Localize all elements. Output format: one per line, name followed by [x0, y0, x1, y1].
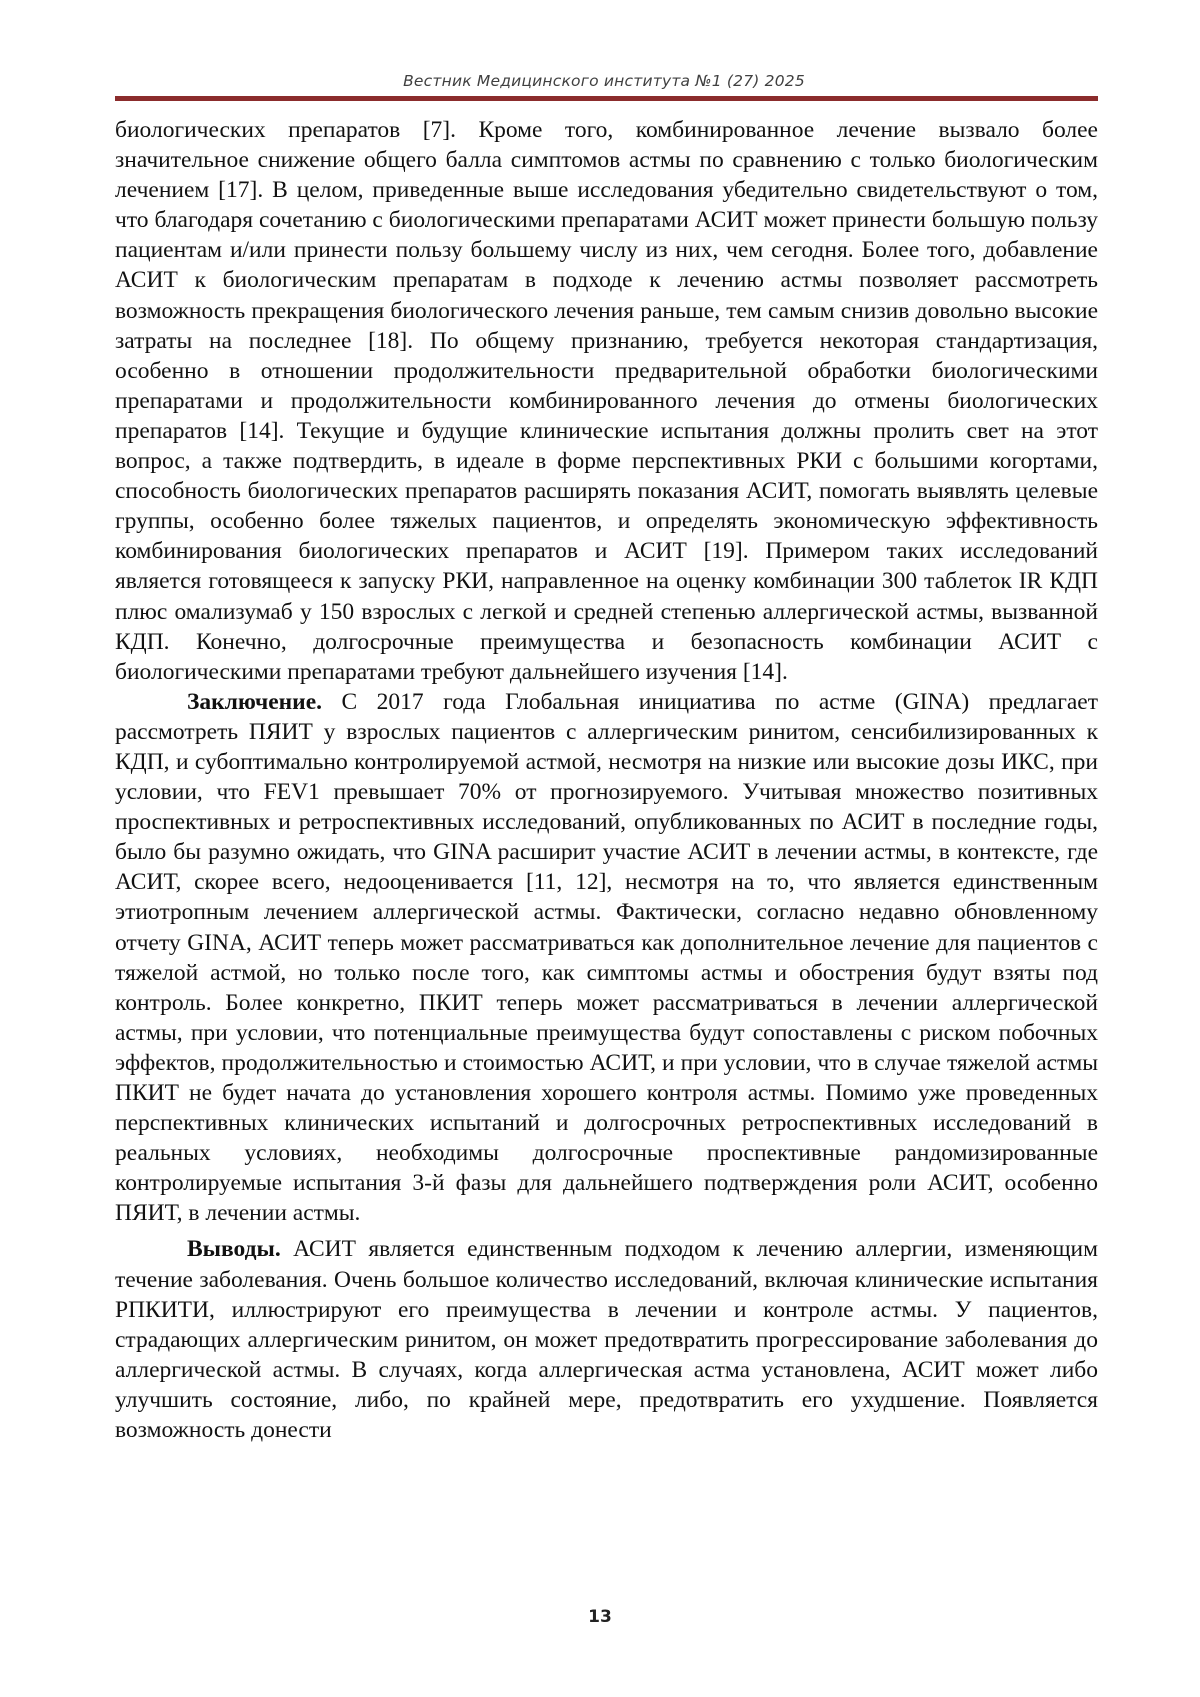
findings-heading: Выводы.: [187, 1236, 281, 1263]
conclusion-heading: Заключение.: [187, 688, 323, 715]
page-number: 13: [588, 1607, 612, 1627]
paragraph-continued: биологических препаратов [7]. Кроме того, комбинированное лечение вызвало более значительное снижение общего балла симптомов астмы по сравнению с только биологическим лечением [17]. В целом, приведенные выше исследования убедительно свидетельствуют о том, что благодаря сочетанию с биологическими препаратами АСИТ может принести большую пользу пациентам и/или принести пользу большему числу из них, чем сегодня. Более того, добавление АСИТ к биологическим препаратам в подходе к лечению астмы позволяет рассмотреть возможность прекращения биологического лечения раньше, тем самым снизив довольно высокие затраты на последнее [18]. По общему признанию, требуется некоторая стандартизация, особенно в отношении продолжительности предварительной обработки биологическими препаратами и продолжительности комбинированного лечения до отмены биологических препаратов [14]. Текущие и будущие клинические испытания должны пролить свет на этот вопрос, а также подтвердить, в идеале в форме перспективных РКИ с большими когортами, способность биологических препаратов расширять показания АСИТ, помогать выявлять целевые группы, особенно более тяжелых пациентов, и определять экономическую эффективность комбинирования биологических препаратов и АСИТ [19]. Примером таких исследований является готовящееся к запуску РКИ, направленное на оценку комбинации 300 таблеток IR КДП плюс омализумаб у 150 взрослых с легкой и средней степенью аллергической астмы, вызванной КДП. Конечно, долгосрочные преимущества и безопасность комбинации АСИТ с биологическими препаратами требуют дальнейшего изучения [14].: [115, 117, 1098, 685]
running-header: Вестник Медицинского института №1 (27) 2025: [403, 72, 805, 90]
header-rule: [115, 96, 1098, 101]
article-body: [115, 115, 1098, 1445]
paragraph-conclusion: [115, 687, 1098, 1229]
paragraph-findings: [115, 1234, 1098, 1445]
findings-text: АСИТ является единственным подходом к лечению аллергии, изменяющим течение заболевания. Очень большое количество исследований, включая клинические испытания РПКИТИ, иллюстрируют его преимущества в лечении и контроле астмы. У пациентов, страдающих аллергическим ринитом, он может предотвратить прогрессирование заболевания до аллергической астмы. В случаях, когда аллергическая астма установлена, АСИТ может либо улучшить состояние, либо, по крайней мере, предотвратить его ухудшение. Появляется возможность донести: [115, 1236, 1098, 1444]
conclusion-text: С 2017 года Глобальная инициатива по астме (GINA) предлагает рассмотреть ПЯИТ у взрослых пациентов с аллергическим ринитом, сенсибилизированных к КДП, и субоптимально контролируемой астмой, несмотря на низкие или высокие дозы ИКС, при условии, что FEV1 превышает 70% от прогнозируемого. Учитывая множество позитивных проспективных и ретроспективных исследований, опубликованных по АСИТ в последние годы, было бы разумно ожидать, что GINA расширит участие АСИТ в лечении астмы, в контексте, где АСИТ, скорее всего, недооценивается [11, 12], несмотря на то, что является единственным этиотропным лечением аллергической астмы. Фактически, согласно недавно обновленному отчету GINA, АСИТ теперь может рассматриваться как дополнительное лечение для пациентов с тяжелой астмой, но только после того, как симптомы астмы и обострения будут взяты под контроль. Более конкретно, ПКИТ теперь может рассматриваться в лечении аллергической астмы, при условии, что потенциальные преимущества будут сопоставлены с риском побочных эффектов, продолжительностью и стоимостью АСИТ, и при условии, что в случае тяжелой астмы ПКИТ не будет начата до установления хорошего контроля астмы. Помимо уже проведенных перспективных клинических испытаний и долгосрочных ретроспективных исследований в реальных условиях, необходимы долгосрочные проспективные рандомизированные контролируемые испытания 3-й фазы для дальнейшего подтверждения роли АСИТ, особенно ПЯИТ, в лечении астмы.: [115, 688, 1098, 1227]
